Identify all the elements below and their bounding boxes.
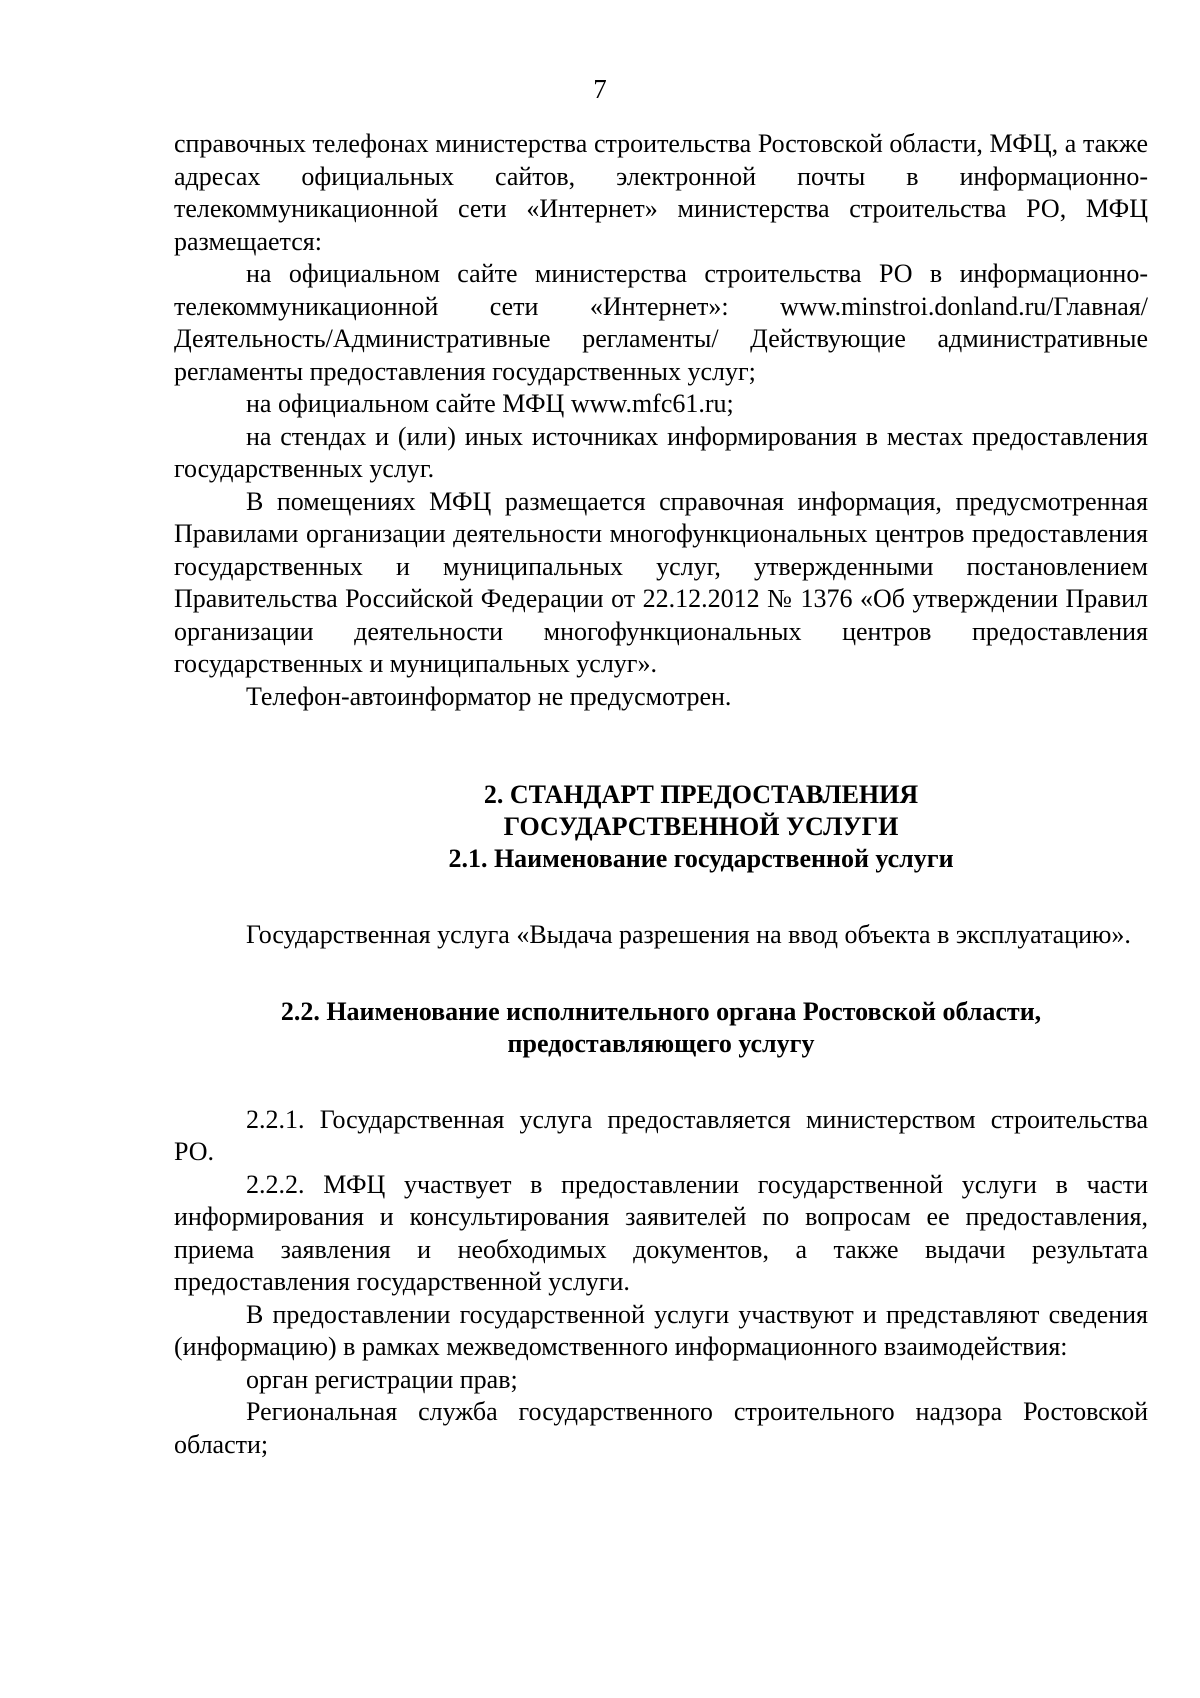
paragraph-participants: В предоставлении государственной услуги участвуют и представляют сведения (информацию) в рамках межведомственного информационного взаимодействия: [174,1299,1148,1361]
section-title-line-1: 2. СТАНДАРТ ПРЕДОСТАВЛЕНИЯ [483,780,919,809]
spacer [174,875,1148,919]
paragraph-info-stands: на стендах и (или) иных источниках информирования в местах предоставления государственных услуг. [174,421,1148,483]
section-2-heading [174,779,1148,875]
spacer [174,952,1148,996]
paragraph-mfc-website: на официальном сайте МФЦ www.mfc61.ru; [246,389,734,418]
spacer [174,1060,1148,1104]
spacer [174,713,1148,779]
section-title-line-2: ГОСУДАРСТВЕННОЙ УСЛУГИ [503,812,899,841]
list-item-construction-supervision: Региональная служба государственного строительного надзора Ростовской области; [174,1397,1148,1459]
subsection-2-2-title-line-1: 2.2. Наименование исполнительного органа Ростовской области, [280,996,1042,1026]
paragraph-ministry-website: на официальном сайте министерства строительства РО в информационно-телекоммуникационной сети «Интернет»: www.minstroi.donland.ru/Главная/Деятельность/Административные регламенты/ Действующие административные регламенты предоставления государственных услуг; [174,259,1148,386]
paragraph-service-name: Государственная услуга «Выдача разрешения на ввод объекта в эксплуатацию». [246,920,1131,949]
paragraph-2-2-1: 2.2.1. Государственная услуга предоставляется министерством строительства РО. [174,1104,1148,1166]
document-body [174,128,1148,1461]
page-number: 7 [593,74,607,104]
paragraph-contacts-continuation: справочных телефонах министерства строительства Ростовской области, МФЦ, а также адресах официальных сайтов, электронной почты в информационно-телекоммуникационной сети «Интернет» министерства строительства РО, МФЦ размещается: [174,129,1148,256]
list-item-registration-authority: орган регистрации прав; [246,1364,518,1394]
paragraph-mfc-premises: В помещениях МФЦ размещается справочная информация, предусмотренная Правилами организации деятельности многофункциональных центров предоставления государственных и муниципальных услуг, утвержденными постановлением Правительства Российской Федерации от 22.12.2012 № 1376 «Об утверждении Правил организации деятельности многофункциональных центров предоставления государственных и муниципальных услуг». [174,486,1148,678]
subsection-2-2-title-line-2: предоставляющего услугу [507,1028,815,1058]
subsection-2-1-title: 2.1. Наименование государственной услуги [448,844,954,873]
paragraph-phone-autoinformer: Телефон-автоинформатор не предусмотрен. [246,681,732,711]
paragraph-2-2-2: 2.2.2. МФЦ участвует в предоставлении государственной услуги в части информирования и консультирования заявителей по вопросам ее предоставления, приема заявления и необходимых документов, а также выдачи результата предоставления государственной услуги. [174,1169,1148,1296]
subsection-2-2-heading [174,996,1148,1060]
